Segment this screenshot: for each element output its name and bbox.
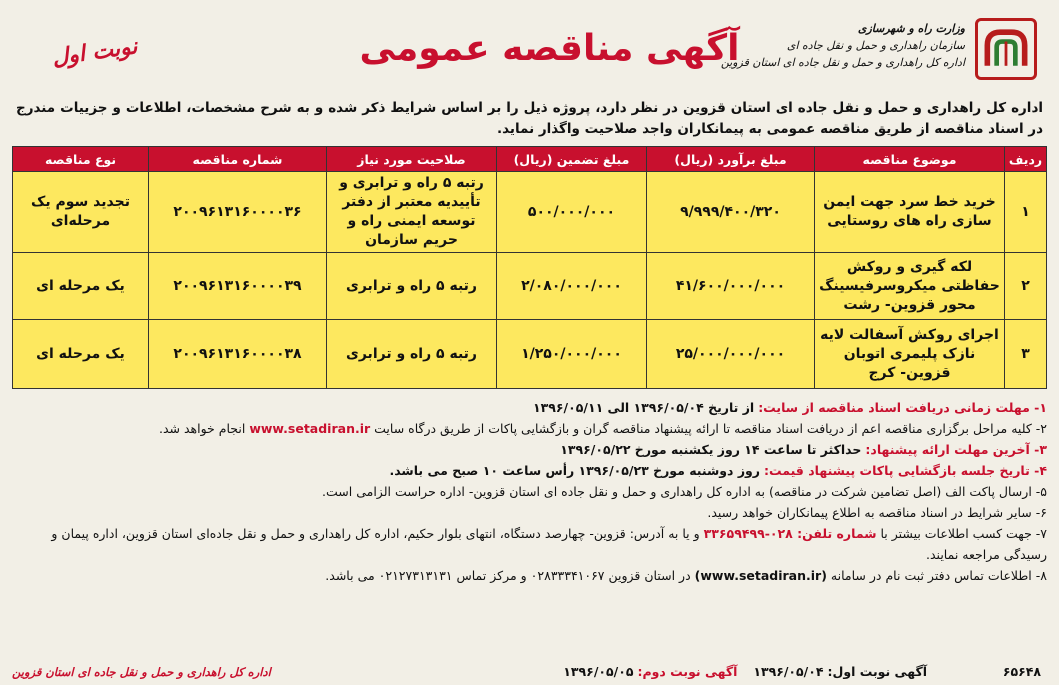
tender-table bbox=[12, 146, 1047, 389]
condition-2 bbox=[12, 418, 1047, 439]
column-header: شماره مناقصه bbox=[149, 147, 327, 172]
row-number: ۳ bbox=[1005, 320, 1047, 389]
table-row bbox=[13, 172, 1047, 253]
column-header: صلاحیت مورد نیاز bbox=[327, 147, 497, 172]
department-line: اداره کل راهداری و حمل و نقل جاده ای استان قزوین bbox=[720, 56, 965, 69]
header bbox=[12, 6, 1047, 96]
required-qualification: رتبه ۵ راه و ترابری و تأییدیه معتبر از دفتر توسعه ایمنی راه و حریم سازمان bbox=[327, 172, 497, 253]
condition-8 bbox=[12, 565, 1047, 586]
tender-subject: اجرای روکش آسفالت لایه نازک پلیمری اتوبان قزوین- کرج bbox=[815, 320, 1005, 389]
tender-subject: خرید خط سرد جهت ایمن سازی راه های روستایی bbox=[815, 172, 1005, 253]
tender-number: ۲۰۰۹۶۱۳۱۶۰۰۰۰۳۹ bbox=[149, 253, 327, 320]
column-header: موضوع مناقصه bbox=[815, 147, 1005, 172]
round-badge: نوبت اول bbox=[50, 34, 139, 71]
condition-text: ۲- کلیه مراحل برگزاری مناقصه اعم از دریافت اسناد مناقصه تا ارائه پیشنهاد مناقصه گران و بازگشایی پاکات از طریق درگاه سایت bbox=[374, 421, 1047, 436]
tender-number: ۲۰۰۹۶۱۳۱۶۰۰۰۰۳۶ bbox=[149, 172, 327, 253]
condition-text: ۸- اطلاعات تماس دفتر ثبت نام در سامانه bbox=[830, 568, 1047, 583]
table-row bbox=[13, 253, 1047, 320]
ministry-line: وزارت راه و شهرسازی bbox=[857, 22, 965, 35]
page-title: آگهی مناقصه عمومی bbox=[359, 28, 740, 69]
phone-number: شماره تلفن: ۰۲۸-۳۳۶۵۹۴۹۹ bbox=[703, 526, 877, 541]
condition-text: حداکثر تا ساعت ۱۴ روز یکشنبه مورخ ۱۳۹۶/۰۵/۲۲ bbox=[560, 442, 862, 457]
guarantee-amount: ۲/۰۸۰/۰۰۰/۰۰۰ bbox=[497, 253, 647, 320]
intro-paragraph: اداره کل راهداری و حمل و نقل جاده ای استان قزوین در نظر دارد، پروژه ذیل را بر اساس شرایط ذکر شده و به شرح مشخصات، اطلاعات و جزییات مندرج در اسناد مناقصه از طریق مناقصه عمومی به پیمانکاران واجد صلاحیت واگذار نماید. bbox=[16, 100, 1043, 137]
row-number: ۲ bbox=[1005, 253, 1047, 320]
tender-type: یک مرحله ای bbox=[13, 320, 149, 389]
condition-4 bbox=[12, 460, 1047, 481]
tender-type: یک مرحله ای bbox=[13, 253, 149, 320]
column-header: مبلغ برآورد (ریال) bbox=[647, 147, 815, 172]
column-header: مبلغ تضمین (ریال) bbox=[497, 147, 647, 172]
condition-text: از تاریخ ۱۳۹۶/۰۵/۰۴ الی ۱۳۹۶/۰۵/۱۱ bbox=[533, 400, 755, 415]
tender-number: ۲۰۰۹۶۱۳۱۶۰۰۰۰۳۸ bbox=[149, 320, 327, 389]
row-number: ۱ bbox=[1005, 172, 1047, 253]
condition-7 bbox=[12, 523, 1047, 565]
first-ad-label: آگهی نوبت اول: bbox=[827, 664, 927, 679]
required-qualification: رتبه ۵ راه و ترابری bbox=[327, 253, 497, 320]
condition-5 bbox=[12, 481, 1047, 502]
estimate-amount: ۹/۹۹۹/۴۰۰/۳۲۰ bbox=[647, 172, 815, 253]
website-link[interactable]: www.setadiran.ir bbox=[249, 421, 371, 436]
website-link[interactable]: (www.setadiran.ir) bbox=[694, 568, 827, 583]
conditions-list bbox=[12, 397, 1047, 586]
footer-organization: اداره کل راهداری و حمل و نقل جاده ای استان قزوین bbox=[12, 665, 271, 679]
table-row bbox=[13, 320, 1047, 389]
guarantee-amount: ۵۰۰/۰۰۰/۰۰۰ bbox=[497, 172, 647, 253]
condition-label: ۱- مهلت زمانی دریافت اسناد مناقصه از سایت: bbox=[758, 400, 1047, 415]
estimate-amount: ۴۱/۶۰۰/۰۰۰/۰۰۰ bbox=[647, 253, 815, 320]
organization-line: سازمان راهداری و حمل و نقل جاده ای bbox=[786, 39, 965, 52]
condition-text-end: انجام خواهد شد. bbox=[158, 421, 246, 436]
condition-text: ۶- سایر شرایط در اسناد مناقصه به اطلاع پیمانکاران خواهد رسید. bbox=[707, 505, 1047, 520]
ad-code: ۶۵۶۴۸ bbox=[1002, 664, 1041, 679]
ad-dates bbox=[563, 664, 927, 679]
required-qualification: رتبه ۵ راه و ترابری bbox=[327, 320, 497, 389]
estimate-amount: ۲۵/۰۰۰/۰۰۰/۰۰۰ bbox=[647, 320, 815, 389]
guarantee-amount: ۱/۲۵۰/۰۰۰/۰۰۰ bbox=[497, 320, 647, 389]
condition-6 bbox=[12, 502, 1047, 523]
condition-3 bbox=[12, 439, 1047, 460]
condition-text: ۷- جهت کسب اطلاعات بیشتر با bbox=[880, 526, 1047, 541]
condition-text-end: و یا به آدرس: قزوین- چهارصد دستگاه، انتهای بلوار حکیم، اداره کل راهداری و حمل و نقل جاده‌ای استان قزوین، اداره پیمان و رسیدگی مراجعه نمایند. bbox=[51, 526, 1047, 562]
condition-text: روز دوشنبه مورخ ۱۳۹۶/۰۵/۲۳ رأس ساعت ۱۰ صبح می باشد. bbox=[389, 463, 760, 478]
second-ad-date: ۱۳۹۶/۰۵/۰۵ bbox=[563, 664, 634, 679]
condition-label: ۴- تاریخ جلسه بازگشایی پاکات پیشنهاد قیمت: bbox=[763, 463, 1047, 478]
tender-subject: لکه گیری و روکش حفاظتی میکروسرفیسینگ محور قزوین- رشت bbox=[815, 253, 1005, 320]
first-ad-date: ۱۳۹۶/۰۵/۰۴ bbox=[753, 664, 824, 679]
table-header-row bbox=[13, 147, 1047, 172]
condition-text-end: در استان قزوین ۰۲۸۳۳۳۴۱۰۶۷ و مرکز تماس ۰۲۱۲۷۳۱۳۱۳۱ می باشد. bbox=[325, 568, 691, 583]
column-header: نوع مناقصه bbox=[13, 147, 149, 172]
second-ad-label: آگهی نوبت دوم: bbox=[637, 664, 738, 679]
road-ministry-logo-icon bbox=[975, 18, 1037, 80]
condition-text: ۵- ارسال پاکت الف (اصل تضامین شرکت در مناقصه) به اداره کل راهداری و حمل و نقل جاده ای استان قزوین- اداره حراست الزامی است. bbox=[322, 484, 1047, 499]
footer bbox=[12, 655, 1047, 679]
tender-type: تجدید سوم یک مرحله‌ای bbox=[13, 172, 149, 253]
condition-1 bbox=[12, 397, 1047, 418]
column-header: ردیف bbox=[1005, 147, 1047, 172]
condition-label: ۳- آخرین مهلت ارائه پیشنهاد: bbox=[865, 442, 1047, 457]
